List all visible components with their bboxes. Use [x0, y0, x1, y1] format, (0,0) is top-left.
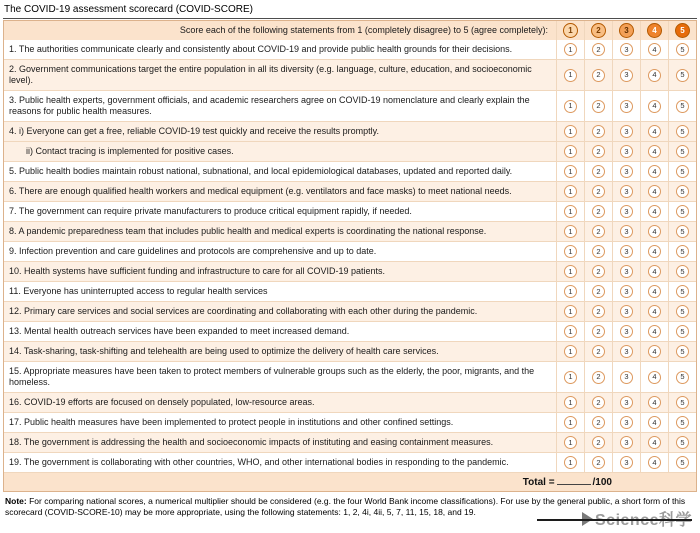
score-circle-3[interactable]: 3 — [620, 69, 633, 82]
score-cell — [668, 40, 696, 59]
scorecard-row — [4, 221, 696, 241]
score-cell — [668, 302, 696, 321]
score-circle-3[interactable]: 3 — [620, 416, 633, 429]
score-cell — [584, 362, 612, 392]
scale-legend-circle-5: 5 — [675, 23, 690, 38]
score-circle-4[interactable]: 4 — [648, 416, 661, 429]
score-circle-5[interactable]: 5 — [676, 245, 689, 258]
score-cell — [640, 302, 668, 321]
score-cell — [612, 362, 640, 392]
scorecard-row — [4, 392, 696, 412]
scorecard-row — [4, 281, 696, 301]
scale-cell — [556, 21, 584, 40]
score-cell — [640, 413, 668, 432]
score-circle-5[interactable]: 5 — [676, 456, 689, 469]
score-cell — [640, 242, 668, 261]
total-row — [4, 472, 696, 491]
strikethrough-line — [537, 519, 692, 521]
scorecard-row — [4, 161, 696, 181]
score-cell — [668, 282, 696, 301]
score-circle-4[interactable]: 4 — [648, 125, 661, 138]
score-circle-5[interactable]: 5 — [676, 325, 689, 338]
score-circle-3[interactable]: 3 — [620, 325, 633, 338]
score-options — [556, 302, 696, 321]
score-cell — [584, 122, 612, 141]
statement-text: 14. Task-sharing, task-shifting and telehealth are being used to optimize the delivery of health care services. — [9, 346, 439, 356]
score-circle-2[interactable]: 2 — [592, 185, 605, 198]
score-circle-5[interactable]: 5 — [676, 145, 689, 158]
score-circle-1[interactable]: 1 — [564, 145, 577, 158]
score-circle-2[interactable]: 2 — [592, 125, 605, 138]
statement-text: 6. There are enough qualified health workers and medical equipment (e.g. ventilators and face masks) to meet national needs. — [9, 186, 512, 196]
score-cell — [556, 262, 584, 281]
statement-text: 3. Public health experts, government officials, and academic researchers agree on COVID-19 nomenclature and clearly explain the reasons for public health measures. — [9, 95, 530, 116]
score-circle-1[interactable]: 1 — [564, 416, 577, 429]
score-circle-4[interactable]: 4 — [648, 69, 661, 82]
score-cell — [612, 242, 640, 261]
statement-text: 12. Primary care services and social services are coordinating and collaborating with each other during the pandemic. — [9, 306, 478, 316]
score-circle-4[interactable]: 4 — [648, 165, 661, 178]
score-cell — [584, 182, 612, 201]
score-cell — [556, 342, 584, 361]
score-options — [556, 282, 696, 301]
score-circle-1[interactable]: 1 — [564, 185, 577, 198]
score-cell — [668, 393, 696, 412]
total-denominator: /100 — [592, 477, 612, 488]
score-cell — [668, 342, 696, 361]
score-circle-3[interactable]: 3 — [620, 145, 633, 158]
page-title: The COVID-19 assessment scorecard (COVID-SCORE) — [3, 2, 697, 19]
score-cell — [612, 342, 640, 361]
scale-cell — [612, 21, 640, 40]
scorecard-row — [4, 90, 696, 121]
score-cell — [668, 202, 696, 221]
score-circle-4[interactable]: 4 — [648, 265, 661, 278]
score-circle-3[interactable]: 3 — [620, 371, 633, 384]
score-cell — [640, 453, 668, 472]
score-circle-5[interactable]: 5 — [676, 285, 689, 298]
score-options — [556, 342, 696, 361]
score-cell — [556, 91, 584, 121]
score-circle-3[interactable]: 3 — [620, 436, 633, 449]
score-cell — [668, 162, 696, 181]
scale-legend-circle-1: 1 — [563, 23, 578, 38]
scorecard-row — [4, 121, 696, 141]
score-cell — [612, 142, 640, 161]
score-cell — [640, 60, 668, 90]
score-options — [556, 142, 696, 161]
score-circle-3[interactable]: 3 — [620, 456, 633, 469]
score-circle-3[interactable]: 3 — [620, 165, 633, 178]
score-cell — [584, 413, 612, 432]
score-cell — [640, 122, 668, 141]
score-circle-1[interactable]: 1 — [564, 305, 577, 318]
scorecard-row — [4, 261, 696, 281]
score-circle-1[interactable]: 1 — [564, 43, 577, 56]
score-circle-3[interactable]: 3 — [620, 225, 633, 238]
scale-legend-circle-3: 3 — [619, 23, 634, 38]
score-circle-5[interactable]: 5 — [676, 165, 689, 178]
score-circle-4[interactable]: 4 — [648, 100, 661, 113]
scorecard-row — [4, 452, 696, 472]
total-cell — [4, 473, 696, 491]
score-cell — [640, 142, 668, 161]
score-circle-5[interactable]: 5 — [676, 225, 689, 238]
score-circle-3[interactable]: 3 — [620, 185, 633, 198]
score-circle-5[interactable]: 5 — [676, 125, 689, 138]
score-cell — [584, 262, 612, 281]
score-cell — [556, 60, 584, 90]
statement-text: 4. i) Everyone can get a free, reliable COVID-19 test quickly and receive the results promptly. — [9, 126, 380, 136]
score-cell — [640, 322, 668, 341]
score-circle-2[interactable]: 2 — [592, 100, 605, 113]
score-options — [556, 262, 696, 281]
statement-text: 10. Health systems have sufficient funding and infrastructure to care for all COVID-19 patients. — [9, 266, 386, 276]
score-circle-1[interactable]: 1 — [564, 396, 577, 409]
score-cell — [556, 242, 584, 261]
score-options — [556, 40, 696, 59]
score-cell — [584, 322, 612, 341]
score-cell — [640, 91, 668, 121]
score-cell — [584, 433, 612, 452]
score-options — [556, 433, 696, 452]
score-circle-4[interactable]: 4 — [648, 456, 661, 469]
scorecard-row — [4, 412, 696, 432]
score-cell — [584, 142, 612, 161]
score-circle-3[interactable]: 3 — [620, 205, 633, 218]
score-circle-3[interactable]: 3 — [620, 265, 633, 278]
score-circle-5[interactable]: 5 — [676, 205, 689, 218]
score-circle-2[interactable]: 2 — [592, 371, 605, 384]
statement-text: 18. The government is addressing the health and socioeconomic impacts of instituting and easing containment measures. — [9, 437, 494, 447]
scorecard-header — [4, 21, 696, 40]
score-cell — [612, 40, 640, 59]
score-circle-5[interactable]: 5 — [676, 69, 689, 82]
score-circle-3[interactable]: 3 — [620, 43, 633, 56]
score-cell — [668, 222, 696, 241]
footnote-text: For comparing national scores, a numerical multiplier should be considered (e.g. the four World Bank income classifications). For use by the general public, a short form of this scorecard (COVID-SCORE-10) may be more appropriate, using the following statements: 1, 2, 4i, 4ii, 5, 7, 11, 15, 18, and 19. — [5, 496, 686, 518]
score-circle-2[interactable]: 2 — [592, 305, 605, 318]
score-cell — [584, 282, 612, 301]
score-options — [556, 362, 696, 392]
score-circle-3[interactable]: 3 — [620, 125, 633, 138]
score-circle-2[interactable]: 2 — [592, 285, 605, 298]
score-circle-4[interactable]: 4 — [648, 436, 661, 449]
score-cell — [556, 302, 584, 321]
statement-text: ii) Contact tracing is implemented for positive cases. — [26, 146, 234, 156]
score-cell — [612, 322, 640, 341]
score-cell — [668, 122, 696, 141]
score-circle-2[interactable]: 2 — [592, 245, 605, 258]
score-cell — [556, 222, 584, 241]
score-circle-1[interactable]: 1 — [564, 125, 577, 138]
score-cell — [612, 122, 640, 141]
score-circle-5[interactable]: 5 — [676, 43, 689, 56]
statement-text: 11. Everyone has uninterrupted access to regular health services — [9, 286, 268, 296]
score-circle-1[interactable]: 1 — [564, 100, 577, 113]
scorecard-table — [3, 20, 697, 492]
score-cell — [640, 222, 668, 241]
score-circle-1[interactable]: 1 — [564, 205, 577, 218]
science-watermark — [582, 507, 692, 530]
scorecard-row — [4, 341, 696, 361]
score-circle-1[interactable]: 1 — [564, 265, 577, 278]
scale-cell — [640, 21, 668, 40]
score-options — [556, 60, 696, 90]
score-circle-3[interactable]: 3 — [620, 345, 633, 358]
score-options — [556, 222, 696, 241]
score-circle-2[interactable]: 2 — [592, 225, 605, 238]
score-cell — [668, 413, 696, 432]
statement-text: 15. Appropriate measures have been taken to protect members of vulnerable groups such as the elderly, the poor, migrants, and the homeless. — [9, 366, 535, 387]
score-circle-1[interactable]: 1 — [564, 456, 577, 469]
score-circle-2[interactable]: 2 — [592, 396, 605, 409]
scorecard-row — [4, 241, 696, 261]
score-cell — [612, 202, 640, 221]
total-blank-field[interactable] — [557, 476, 591, 485]
score-circle-1[interactable]: 1 — [564, 371, 577, 384]
score-circle-5[interactable]: 5 — [676, 185, 689, 198]
score-options — [556, 162, 696, 181]
score-cell — [640, 262, 668, 281]
score-circle-2[interactable]: 2 — [592, 436, 605, 449]
score-cell — [556, 433, 584, 452]
score-cell — [556, 282, 584, 301]
score-cell — [556, 142, 584, 161]
score-cell — [668, 362, 696, 392]
scorecard-row — [4, 141, 696, 161]
score-options — [556, 393, 696, 412]
score-circle-2[interactable]: 2 — [592, 145, 605, 158]
score-cell — [640, 342, 668, 361]
score-cell — [612, 60, 640, 90]
statement-text: 2. Government communications target the entire population in all its diversity (e.g. language, culture, education, and socioeconomic level). — [9, 64, 532, 85]
score-cell — [668, 91, 696, 121]
score-cell — [612, 262, 640, 281]
scale-cell — [668, 21, 696, 40]
scorecard-row — [4, 321, 696, 341]
statement-text: 17. Public health measures have been implemented to protect people in institutions and other confined settings. — [9, 417, 454, 427]
score-circle-4[interactable]: 4 — [648, 225, 661, 238]
score-circle-3[interactable]: 3 — [620, 285, 633, 298]
statement-text: 5. Public health bodies maintain robust national, subnational, and local epidemiological databases, updated and reported daily. — [9, 166, 513, 176]
score-cell — [584, 302, 612, 321]
score-circle-1[interactable]: 1 — [564, 225, 577, 238]
score-options — [556, 202, 696, 221]
score-circle-4[interactable]: 4 — [648, 371, 661, 384]
score-cell — [612, 182, 640, 201]
score-cell — [556, 40, 584, 59]
score-cell — [668, 60, 696, 90]
score-options — [556, 242, 696, 261]
score-cell — [584, 242, 612, 261]
score-options — [556, 453, 696, 472]
score-circle-2[interactable]: 2 — [592, 265, 605, 278]
score-circle-2[interactable]: 2 — [592, 416, 605, 429]
score-circle-4[interactable]: 4 — [648, 325, 661, 338]
statement-text: 7. The government can require private manufacturers to produce critical equipment rapidly, if needed. — [9, 206, 412, 216]
score-cell — [640, 40, 668, 59]
scorecard-row — [4, 361, 696, 392]
score-cell — [556, 393, 584, 412]
score-circle-4[interactable]: 4 — [648, 305, 661, 318]
score-cell — [612, 282, 640, 301]
scorecard-row — [4, 40, 696, 59]
statement-text: 16. COVID-19 efforts are focused on densely populated, low-resource areas. — [9, 397, 315, 407]
scorecard-row — [4, 301, 696, 321]
score-circle-5[interactable]: 5 — [676, 265, 689, 278]
score-circle-4[interactable]: 4 — [648, 205, 661, 218]
score-circle-3[interactable]: 3 — [620, 305, 633, 318]
score-cell — [668, 242, 696, 261]
scale-legend-circle-2: 2 — [591, 23, 606, 38]
score-circle-2[interactable]: 2 — [592, 456, 605, 469]
scale-legend-circle-4: 4 — [647, 23, 662, 38]
score-cell — [584, 453, 612, 472]
score-circle-5[interactable]: 5 — [676, 100, 689, 113]
statement-text: 13. Mental health outreach services have been expanded to meet increased demand. — [9, 326, 350, 336]
score-cell — [612, 393, 640, 412]
score-circle-4[interactable]: 4 — [648, 396, 661, 409]
score-options — [556, 413, 696, 432]
score-cell — [584, 40, 612, 59]
score-options — [556, 322, 696, 341]
score-cell — [668, 322, 696, 341]
footnote-label: Note: — [5, 496, 27, 506]
score-cell — [640, 282, 668, 301]
score-circle-5[interactable]: 5 — [676, 371, 689, 384]
score-cell — [640, 433, 668, 452]
score-cell — [640, 202, 668, 221]
score-circle-1[interactable]: 1 — [564, 436, 577, 449]
score-cell — [668, 182, 696, 201]
score-circle-1[interactable]: 1 — [564, 69, 577, 82]
score-cell — [612, 433, 640, 452]
score-circle-5[interactable]: 5 — [676, 396, 689, 409]
score-circle-3[interactable]: 3 — [620, 100, 633, 113]
score-cell — [640, 393, 668, 412]
score-circle-3[interactable]: 3 — [620, 396, 633, 409]
score-cell — [556, 362, 584, 392]
score-circle-2[interactable]: 2 — [592, 165, 605, 178]
score-circle-1[interactable]: 1 — [564, 345, 577, 358]
score-cell — [556, 413, 584, 432]
score-cell — [612, 453, 640, 472]
score-cell — [612, 162, 640, 181]
score-circle-4[interactable]: 4 — [648, 145, 661, 158]
score-circle-4[interactable]: 4 — [648, 185, 661, 198]
score-cell — [584, 342, 612, 361]
score-cell — [556, 453, 584, 472]
score-cell — [556, 202, 584, 221]
score-cell — [612, 222, 640, 241]
score-circle-5[interactable]: 5 — [676, 416, 689, 429]
scorecard-row — [4, 59, 696, 90]
score-cell — [668, 433, 696, 452]
score-cell — [612, 302, 640, 321]
scorecard-row — [4, 201, 696, 221]
score-options — [556, 182, 696, 201]
scorecard-rows — [4, 40, 696, 472]
score-circle-4[interactable]: 4 — [648, 285, 661, 298]
score-circle-2[interactable]: 2 — [592, 205, 605, 218]
score-circle-1[interactable]: 1 — [564, 165, 577, 178]
score-circle-1[interactable]: 1 — [564, 285, 577, 298]
score-cell — [612, 91, 640, 121]
score-cell — [556, 122, 584, 141]
score-cell — [640, 162, 668, 181]
total-label: Total = — [522, 477, 555, 488]
score-options — [556, 122, 696, 141]
score-cell — [668, 142, 696, 161]
score-cell — [556, 322, 584, 341]
score-cell — [640, 182, 668, 201]
score-cell — [584, 222, 612, 241]
score-circle-2[interactable]: 2 — [592, 69, 605, 82]
score-circle-2[interactable]: 2 — [592, 325, 605, 338]
score-options — [556, 91, 696, 121]
statement-text: 8. A pandemic preparedness team that includes public health and medical experts is coordinating the national response. — [9, 226, 487, 236]
header-instruction: Score each of the following statements from 1 (completely disagree) to 5 (agree completely): — [179, 25, 548, 35]
scorecard-row — [4, 181, 696, 201]
score-cell — [584, 60, 612, 90]
score-cell — [584, 393, 612, 412]
score-circle-3[interactable]: 3 — [620, 245, 633, 258]
statement-text: 1. The authorities communicate clearly and consistently about COVID-19 and provide public health grounds for their decisions. — [9, 44, 513, 54]
score-cell — [640, 362, 668, 392]
score-circle-2[interactable]: 2 — [592, 345, 605, 358]
score-cell — [556, 182, 584, 201]
score-cell — [612, 413, 640, 432]
score-cell — [668, 262, 696, 281]
scale-cell — [584, 21, 612, 40]
score-cell — [584, 91, 612, 121]
statement-text: 9. Infection prevention and care guidelines and protocols are comprehensive and up to date. — [9, 246, 377, 256]
score-cell — [584, 202, 612, 221]
watermark-text: Science科学 — [595, 512, 692, 529]
score-circle-4[interactable]: 4 — [648, 345, 661, 358]
score-circle-5[interactable]: 5 — [676, 436, 689, 449]
score-cell — [556, 162, 584, 181]
score-circle-4[interactable]: 4 — [648, 43, 661, 56]
score-circle-2[interactable]: 2 — [592, 43, 605, 56]
score-circle-5[interactable]: 5 — [676, 345, 689, 358]
header-scale — [556, 21, 696, 40]
score-circle-4[interactable]: 4 — [648, 245, 661, 258]
scorecard-row — [4, 432, 696, 452]
score-cell — [668, 453, 696, 472]
score-circle-5[interactable]: 5 — [676, 305, 689, 318]
statement-text: 19. The government is collaborating with other countries, WHO, and other international bodies in responding to the pandemic. — [9, 457, 509, 467]
score-cell — [584, 162, 612, 181]
score-circle-1[interactable]: 1 — [564, 245, 577, 258]
score-circle-1[interactable]: 1 — [564, 325, 577, 338]
